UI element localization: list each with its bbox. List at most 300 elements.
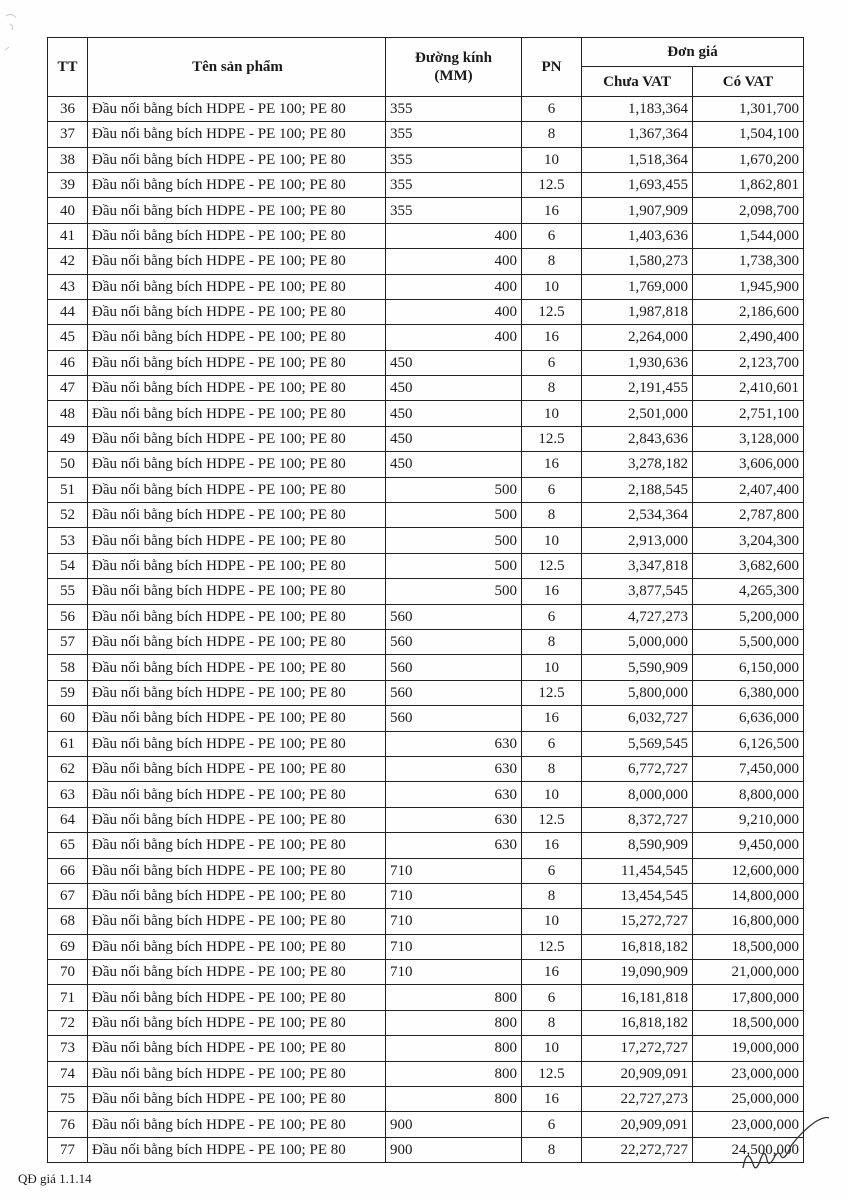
- row-price-no-vat: 1,367,364: [582, 122, 693, 147]
- row-price-vat: 2,123,700: [693, 350, 804, 375]
- row-diameter: 560: [386, 680, 522, 705]
- row-pn: 8: [522, 122, 582, 147]
- row-price-vat: 12,600,000: [693, 858, 804, 883]
- row-product-name: Đầu nối bằng bích HDPE - PE 100; PE 80: [88, 960, 386, 985]
- row-tt: 37: [48, 122, 88, 147]
- row-diameter: 450: [386, 350, 522, 375]
- table-row: [48, 858, 804, 883]
- row-tt: 36: [48, 96, 88, 121]
- table-row: [48, 706, 804, 731]
- table-row: [48, 274, 804, 299]
- row-tt: 66: [48, 858, 88, 883]
- row-product-name: Đầu nối bằng bích HDPE - PE 100; PE 80: [88, 833, 386, 858]
- row-pn: 6: [522, 96, 582, 121]
- row-price-no-vat: 5,800,000: [582, 680, 693, 705]
- row-tt: 54: [48, 553, 88, 578]
- row-pn: 10: [522, 147, 582, 172]
- table-row: [48, 883, 804, 908]
- row-product-name: Đầu nối bằng bích HDPE - PE 100; PE 80: [88, 1061, 386, 1086]
- row-tt: 59: [48, 680, 88, 705]
- row-product-name: Đầu nối bằng bích HDPE - PE 100; PE 80: [88, 325, 386, 350]
- table-row: [48, 1010, 804, 1035]
- row-price-vat: 24,500,000: [693, 1137, 804, 1162]
- row-diameter: 400: [386, 223, 522, 248]
- table-row: [48, 629, 804, 654]
- row-price-no-vat: 1,930,636: [582, 350, 693, 375]
- price-table-body: [48, 96, 804, 1162]
- row-pn: 16: [522, 1087, 582, 1112]
- row-diameter: 800: [386, 1036, 522, 1061]
- row-product-name: Đầu nối bằng bích HDPE - PE 100; PE 80: [88, 782, 386, 807]
- row-diameter: 450: [386, 426, 522, 451]
- table-row: [48, 198, 804, 223]
- row-diameter: 355: [386, 198, 522, 223]
- row-tt: 65: [48, 833, 88, 858]
- row-tt: 77: [48, 1137, 88, 1162]
- row-tt: 41: [48, 223, 88, 248]
- row-diameter: 900: [386, 1112, 522, 1137]
- table-row: [48, 1061, 804, 1086]
- row-price-no-vat: 1,518,364: [582, 147, 693, 172]
- row-product-name: Đầu nối bằng bích HDPE - PE 100; PE 80: [88, 1087, 386, 1112]
- row-diameter: 400: [386, 274, 522, 299]
- row-product-name: Đầu nối bằng bích HDPE - PE 100; PE 80: [88, 401, 386, 426]
- row-price-vat: 3,128,000: [693, 426, 804, 451]
- row-price-vat: 7,450,000: [693, 756, 804, 781]
- row-price-no-vat: 4,727,273: [582, 604, 693, 629]
- row-pn: 16: [522, 198, 582, 223]
- row-price-vat: 23,000,000: [693, 1061, 804, 1086]
- row-pn: 16: [522, 960, 582, 985]
- row-price-vat: 1,544,000: [693, 223, 804, 248]
- row-price-vat: 4,265,300: [693, 579, 804, 604]
- row-price-vat: 2,787,800: [693, 503, 804, 528]
- row-diameter: 710: [386, 934, 522, 959]
- row-price-no-vat: 1,183,364: [582, 96, 693, 121]
- row-price-vat: 3,682,600: [693, 553, 804, 578]
- row-pn: 12.5: [522, 299, 582, 324]
- table-row: [48, 503, 804, 528]
- price-table: [47, 37, 804, 1163]
- table-row: [48, 172, 804, 197]
- table-row: [48, 1036, 804, 1061]
- row-product-name: Đầu nối bằng bích HDPE - PE 100; PE 80: [88, 985, 386, 1010]
- row-pn: 16: [522, 833, 582, 858]
- row-price-no-vat: 16,181,818: [582, 985, 693, 1010]
- row-price-vat: 6,380,000: [693, 680, 804, 705]
- row-pn: 16: [522, 579, 582, 604]
- table-row: [48, 477, 804, 502]
- row-diameter: 450: [386, 376, 522, 401]
- row-tt: 51: [48, 477, 88, 502]
- row-tt: 63: [48, 782, 88, 807]
- table-row: [48, 426, 804, 451]
- row-price-no-vat: 11,454,545: [582, 858, 693, 883]
- row-diameter: 710: [386, 883, 522, 908]
- row-price-no-vat: 1,769,000: [582, 274, 693, 299]
- row-pn: 6: [522, 223, 582, 248]
- row-price-no-vat: 2,501,000: [582, 401, 693, 426]
- row-price-vat: 6,126,500: [693, 731, 804, 756]
- row-diameter: 560: [386, 655, 522, 680]
- row-pn: 12.5: [522, 807, 582, 832]
- row-diameter: 355: [386, 96, 522, 121]
- row-pn: 16: [522, 325, 582, 350]
- row-price-vat: 19,000,000: [693, 1036, 804, 1061]
- row-product-name: Đầu nối bằng bích HDPE - PE 100; PE 80: [88, 604, 386, 629]
- row-price-no-vat: 2,534,364: [582, 503, 693, 528]
- row-product-name: Đầu nối bằng bích HDPE - PE 100; PE 80: [88, 579, 386, 604]
- row-price-vat: 25,000,000: [693, 1087, 804, 1112]
- row-price-vat: 1,504,100: [693, 122, 804, 147]
- row-product-name: Đầu nối bằng bích HDPE - PE 100; PE 80: [88, 909, 386, 934]
- row-price-vat: 2,490,400: [693, 325, 804, 350]
- row-product-name: Đầu nối bằng bích HDPE - PE 100; PE 80: [88, 426, 386, 451]
- row-price-vat: 2,407,400: [693, 477, 804, 502]
- row-tt: 74: [48, 1061, 88, 1086]
- row-product-name: Đầu nối bằng bích HDPE - PE 100; PE 80: [88, 503, 386, 528]
- row-pn: 8: [522, 503, 582, 528]
- row-pn: 8: [522, 756, 582, 781]
- row-product-name: Đầu nối bằng bích HDPE - PE 100; PE 80: [88, 96, 386, 121]
- row-diameter: 450: [386, 401, 522, 426]
- table-row: [48, 1137, 804, 1162]
- row-tt: 62: [48, 756, 88, 781]
- table-row: [48, 731, 804, 756]
- row-tt: 39: [48, 172, 88, 197]
- row-tt: 72: [48, 1010, 88, 1035]
- row-product-name: Đầu nối bằng bích HDPE - PE 100; PE 80: [88, 934, 386, 959]
- row-product-name: Đầu nối bằng bích HDPE - PE 100; PE 80: [88, 122, 386, 147]
- row-tt: 43: [48, 274, 88, 299]
- row-price-vat: 6,636,000: [693, 706, 804, 731]
- table-row: [48, 122, 804, 147]
- row-diameter: 710: [386, 858, 522, 883]
- row-diameter: 355: [386, 147, 522, 172]
- row-product-name: Đầu nối bằng bích HDPE - PE 100; PE 80: [88, 477, 386, 502]
- table-row: [48, 1112, 804, 1137]
- row-tt: 69: [48, 934, 88, 959]
- row-diameter: 500: [386, 528, 522, 553]
- row-pn: 16: [522, 706, 582, 731]
- row-price-no-vat: 1,987,818: [582, 299, 693, 324]
- row-price-vat: 5,200,000: [693, 604, 804, 629]
- row-price-no-vat: 16,818,182: [582, 934, 693, 959]
- row-diameter: 800: [386, 1010, 522, 1035]
- header-price: Đơn giá: [582, 38, 804, 67]
- row-price-vat: 18,500,000: [693, 1010, 804, 1035]
- row-price-vat: 21,000,000: [693, 960, 804, 985]
- row-pn: 6: [522, 985, 582, 1010]
- table-row: [48, 655, 804, 680]
- row-tt: 57: [48, 629, 88, 654]
- row-diameter: 355: [386, 122, 522, 147]
- row-tt: 50: [48, 452, 88, 477]
- row-pn: 10: [522, 401, 582, 426]
- row-tt: 44: [48, 299, 88, 324]
- row-pn: 10: [522, 274, 582, 299]
- row-product-name: Đầu nối bằng bích HDPE - PE 100; PE 80: [88, 1036, 386, 1061]
- row-price-no-vat: 22,272,727: [582, 1137, 693, 1162]
- row-product-name: Đầu nối bằng bích HDPE - PE 100; PE 80: [88, 223, 386, 248]
- row-price-no-vat: 22,727,273: [582, 1087, 693, 1112]
- row-tt: 75: [48, 1087, 88, 1112]
- row-tt: 73: [48, 1036, 88, 1061]
- row-price-no-vat: 17,272,727: [582, 1036, 693, 1061]
- row-pn: 10: [522, 1036, 582, 1061]
- row-price-vat: 1,738,300: [693, 249, 804, 274]
- row-diameter: 400: [386, 249, 522, 274]
- row-diameter: 710: [386, 909, 522, 934]
- row-product-name: Đầu nối bằng bích HDPE - PE 100; PE 80: [88, 858, 386, 883]
- table-row: [48, 147, 804, 172]
- row-price-vat: 5,500,000: [693, 629, 804, 654]
- row-diameter: 500: [386, 503, 522, 528]
- row-pn: 12.5: [522, 426, 582, 451]
- row-price-no-vat: 8,590,909: [582, 833, 693, 858]
- row-product-name: Đầu nối bằng bích HDPE - PE 100; PE 80: [88, 731, 386, 756]
- table-row: [48, 604, 804, 629]
- table-row: [48, 325, 804, 350]
- row-pn: 12.5: [522, 553, 582, 578]
- row-product-name: Đầu nối bằng bích HDPE - PE 100; PE 80: [88, 172, 386, 197]
- row-pn: 8: [522, 1137, 582, 1162]
- header-pn: PN: [522, 38, 582, 97]
- table-row: [48, 528, 804, 553]
- row-diameter: 630: [386, 833, 522, 858]
- row-price-vat: 2,186,600: [693, 299, 804, 324]
- row-product-name: Đầu nối bằng bích HDPE - PE 100; PE 80: [88, 1010, 386, 1035]
- row-pn: 10: [522, 528, 582, 553]
- row-price-no-vat: 2,191,455: [582, 376, 693, 401]
- row-price-vat: 1,862,801: [693, 172, 804, 197]
- row-price-vat: 8,800,000: [693, 782, 804, 807]
- row-product-name: Đầu nối bằng bích HDPE - PE 100; PE 80: [88, 350, 386, 375]
- price-table-header: [48, 38, 804, 97]
- row-diameter: 800: [386, 1087, 522, 1112]
- row-price-no-vat: 3,347,818: [582, 553, 693, 578]
- table-row: [48, 401, 804, 426]
- row-price-vat: 1,670,200: [693, 147, 804, 172]
- table-row: [48, 249, 804, 274]
- table-row: [48, 960, 804, 985]
- row-diameter: 800: [386, 1061, 522, 1086]
- row-diameter: 400: [386, 299, 522, 324]
- row-pn: 16: [522, 452, 582, 477]
- table-row: [48, 934, 804, 959]
- row-product-name: Đầu nối bằng bích HDPE - PE 100; PE 80: [88, 807, 386, 832]
- row-price-no-vat: 2,913,000: [582, 528, 693, 553]
- table-row: [48, 223, 804, 248]
- row-price-no-vat: 19,090,909: [582, 960, 693, 985]
- row-diameter: 500: [386, 553, 522, 578]
- row-tt: 70: [48, 960, 88, 985]
- row-price-vat: 18,500,000: [693, 934, 804, 959]
- row-tt: 47: [48, 376, 88, 401]
- row-tt: 38: [48, 147, 88, 172]
- row-diameter: 500: [386, 579, 522, 604]
- row-tt: 55: [48, 579, 88, 604]
- row-price-vat: 2,098,700: [693, 198, 804, 223]
- row-product-name: Đầu nối bằng bích HDPE - PE 100; PE 80: [88, 299, 386, 324]
- row-diameter: 400: [386, 325, 522, 350]
- row-pn: 8: [522, 1010, 582, 1035]
- row-tt: 46: [48, 350, 88, 375]
- row-price-vat: 9,210,000: [693, 807, 804, 832]
- header-diameter-line2: (MM): [434, 67, 473, 84]
- header-diameter-line1: Đường kính: [415, 49, 492, 66]
- row-price-vat: 16,800,000: [693, 909, 804, 934]
- table-row: [48, 782, 804, 807]
- row-price-no-vat: 6,032,727: [582, 706, 693, 731]
- table-row: [48, 985, 804, 1010]
- table-row: [48, 756, 804, 781]
- margin-scribble-icon: [2, 10, 32, 70]
- row-price-no-vat: 3,877,545: [582, 579, 693, 604]
- row-pn: 12.5: [522, 1061, 582, 1086]
- row-pn: 12.5: [522, 680, 582, 705]
- row-price-vat: 2,410,601: [693, 376, 804, 401]
- row-price-vat: 17,800,000: [693, 985, 804, 1010]
- row-price-vat: 6,150,000: [693, 655, 804, 680]
- table-row: [48, 350, 804, 375]
- table-row: [48, 680, 804, 705]
- table-row: [48, 1087, 804, 1112]
- row-product-name: Đầu nối bằng bích HDPE - PE 100; PE 80: [88, 147, 386, 172]
- row-diameter: 560: [386, 706, 522, 731]
- row-price-vat: 14,800,000: [693, 883, 804, 908]
- row-tt: 53: [48, 528, 88, 553]
- footer-note: QĐ giá 1.1.14: [18, 1171, 92, 1186]
- row-tt: 49: [48, 426, 88, 451]
- row-product-name: Đầu nối bằng bích HDPE - PE 100; PE 80: [88, 274, 386, 299]
- row-price-no-vat: 20,909,091: [582, 1112, 693, 1137]
- row-pn: 6: [522, 604, 582, 629]
- row-product-name: Đầu nối bằng bích HDPE - PE 100; PE 80: [88, 883, 386, 908]
- row-tt: 42: [48, 249, 88, 274]
- row-diameter: 900: [386, 1137, 522, 1162]
- table-row: [48, 452, 804, 477]
- row-price-no-vat: 5,590,909: [582, 655, 693, 680]
- row-tt: 56: [48, 604, 88, 629]
- row-product-name: Đầu nối bằng bích HDPE - PE 100; PE 80: [88, 376, 386, 401]
- row-tt: 45: [48, 325, 88, 350]
- row-pn: 12.5: [522, 172, 582, 197]
- row-diameter: 630: [386, 756, 522, 781]
- row-price-no-vat: 5,000,000: [582, 629, 693, 654]
- row-product-name: Đầu nối bằng bích HDPE - PE 100; PE 80: [88, 629, 386, 654]
- row-price-vat: 1,945,900: [693, 274, 804, 299]
- row-product-name: Đầu nối bằng bích HDPE - PE 100; PE 80: [88, 249, 386, 274]
- row-tt: 61: [48, 731, 88, 756]
- row-product-name: Đầu nối bằng bích HDPE - PE 100; PE 80: [88, 553, 386, 578]
- table-row: [48, 553, 804, 578]
- row-price-no-vat: 2,188,545: [582, 477, 693, 502]
- row-price-no-vat: 1,693,455: [582, 172, 693, 197]
- row-tt: 68: [48, 909, 88, 934]
- row-pn: 6: [522, 858, 582, 883]
- row-price-no-vat: 3,278,182: [582, 452, 693, 477]
- row-pn: 6: [522, 731, 582, 756]
- row-tt: 76: [48, 1112, 88, 1137]
- row-pn: 8: [522, 376, 582, 401]
- row-pn: 6: [522, 1112, 582, 1137]
- row-pn: 8: [522, 629, 582, 654]
- row-pn: 6: [522, 350, 582, 375]
- row-price-vat: 9,450,000: [693, 833, 804, 858]
- row-tt: 48: [48, 401, 88, 426]
- row-product-name: Đầu nối bằng bích HDPE - PE 100; PE 80: [88, 680, 386, 705]
- row-price-vat: 1,301,700: [693, 96, 804, 121]
- row-price-vat: 2,751,100: [693, 401, 804, 426]
- table-row: [48, 299, 804, 324]
- row-price-no-vat: 1,907,909: [582, 198, 693, 223]
- row-diameter: 800: [386, 985, 522, 1010]
- table-row: [48, 807, 804, 832]
- row-diameter: 560: [386, 604, 522, 629]
- row-price-no-vat: 2,843,636: [582, 426, 693, 451]
- header-price-no-vat: Chưa VAT: [582, 67, 693, 96]
- row-diameter: 500: [386, 477, 522, 502]
- row-tt: 60: [48, 706, 88, 731]
- row-product-name: Đầu nối bằng bích HDPE - PE 100; PE 80: [88, 528, 386, 553]
- table-row: [48, 96, 804, 121]
- row-product-name: Đầu nối bằng bích HDPE - PE 100; PE 80: [88, 198, 386, 223]
- row-diameter: 450: [386, 452, 522, 477]
- row-diameter: 630: [386, 731, 522, 756]
- row-product-name: Đầu nối bằng bích HDPE - PE 100; PE 80: [88, 452, 386, 477]
- row-pn: 8: [522, 249, 582, 274]
- row-tt: 71: [48, 985, 88, 1010]
- row-diameter: 355: [386, 172, 522, 197]
- row-price-no-vat: 1,580,273: [582, 249, 693, 274]
- row-price-vat: 23,000,000: [693, 1112, 804, 1137]
- row-diameter: 560: [386, 629, 522, 654]
- header-diameter: [386, 38, 522, 97]
- row-pn: 10: [522, 782, 582, 807]
- row-product-name: Đầu nối bằng bích HDPE - PE 100; PE 80: [88, 1112, 386, 1137]
- row-tt: 58: [48, 655, 88, 680]
- row-price-no-vat: 1,403,636: [582, 223, 693, 248]
- header-product: Tên sản phẩm: [88, 38, 386, 97]
- row-price-no-vat: 16,818,182: [582, 1010, 693, 1035]
- header-price-vat: Có VAT: [693, 67, 804, 96]
- table-row: [48, 909, 804, 934]
- row-price-no-vat: 6,772,727: [582, 756, 693, 781]
- row-pn: 6: [522, 477, 582, 502]
- table-row: [48, 833, 804, 858]
- row-price-no-vat: 8,000,000: [582, 782, 693, 807]
- row-price-no-vat: 5,569,545: [582, 731, 693, 756]
- row-product-name: Đầu nối bằng bích HDPE - PE 100; PE 80: [88, 1137, 386, 1162]
- row-price-no-vat: 20,909,091: [582, 1061, 693, 1086]
- row-tt: 64: [48, 807, 88, 832]
- row-price-vat: 3,606,000: [693, 452, 804, 477]
- row-price-vat: 3,204,300: [693, 528, 804, 553]
- row-diameter: 630: [386, 807, 522, 832]
- row-pn: 10: [522, 655, 582, 680]
- table-row: [48, 579, 804, 604]
- row-price-no-vat: 13,454,545: [582, 883, 693, 908]
- row-tt: 67: [48, 883, 88, 908]
- row-product-name: Đầu nối bằng bích HDPE - PE 100; PE 80: [88, 706, 386, 731]
- row-pn: 10: [522, 909, 582, 934]
- row-diameter: 710: [386, 960, 522, 985]
- row-product-name: Đầu nối bằng bích HDPE - PE 100; PE 80: [88, 756, 386, 781]
- row-price-no-vat: 8,372,727: [582, 807, 693, 832]
- handwritten-signature-icon: [735, 1110, 835, 1180]
- header-tt: TT: [48, 38, 88, 97]
